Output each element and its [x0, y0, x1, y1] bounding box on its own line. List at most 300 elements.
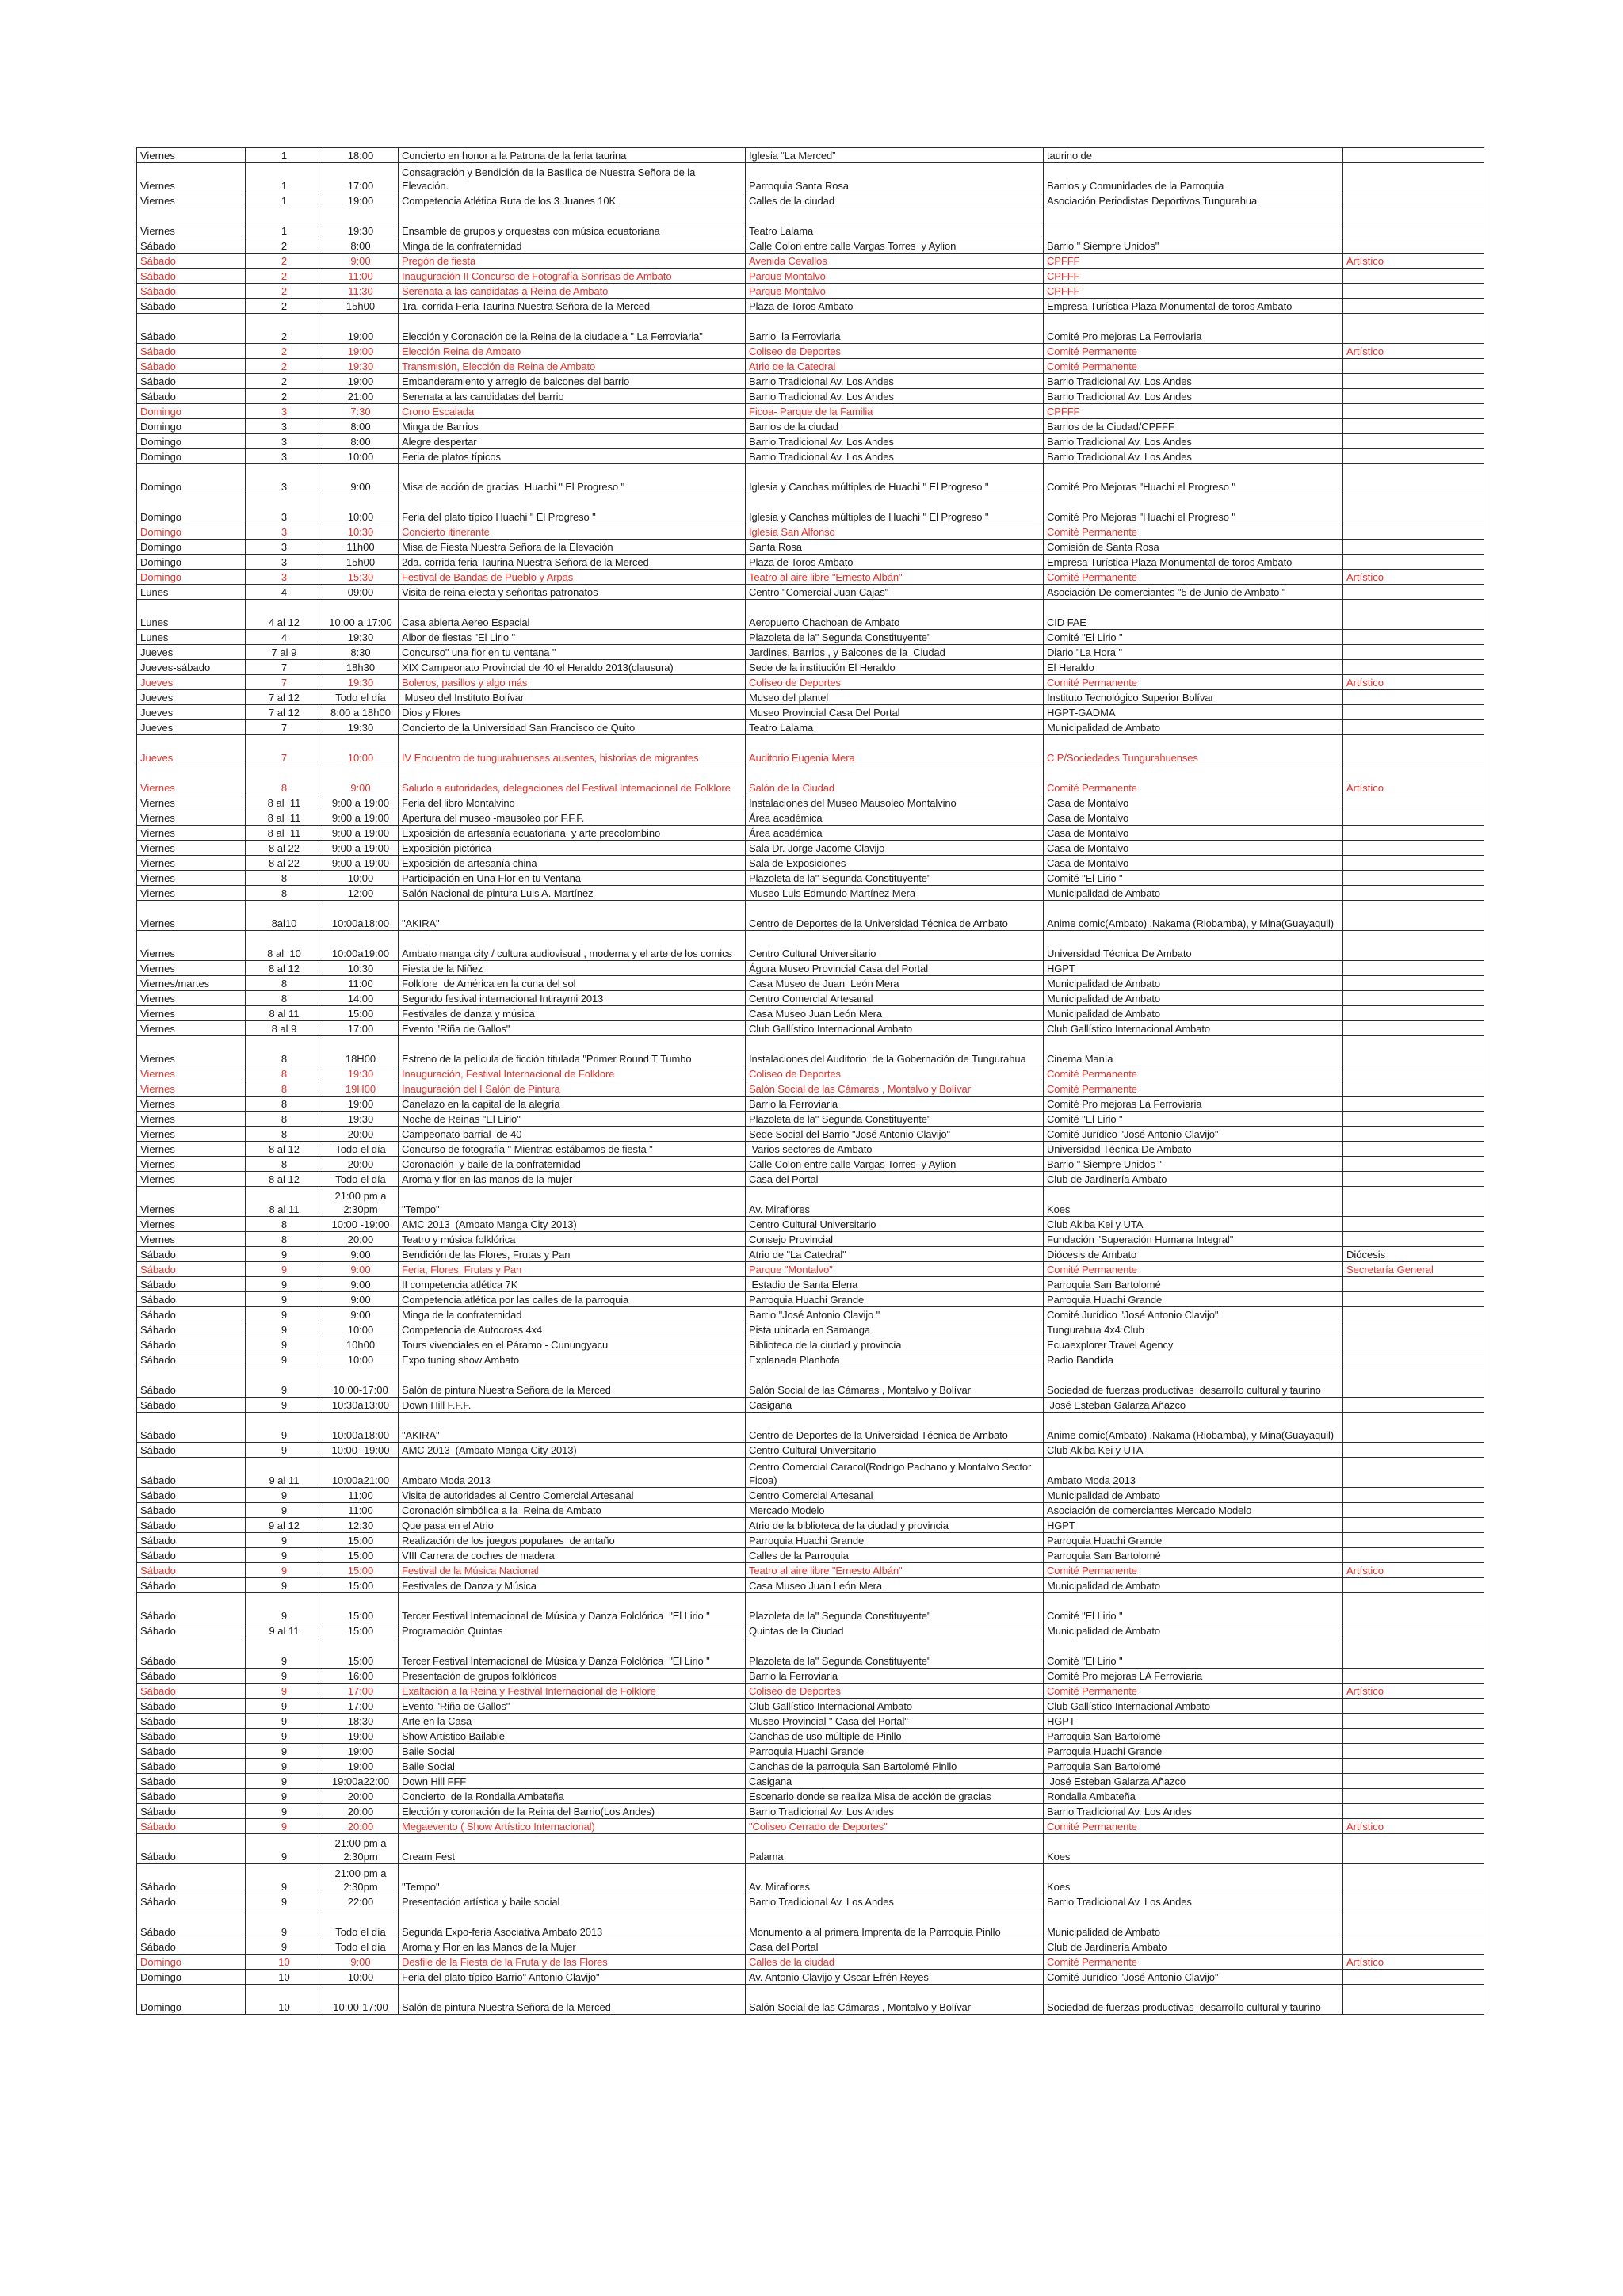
time-cell: 19:00	[323, 344, 399, 359]
date-cell: 8	[246, 1232, 323, 1247]
place-cell: Monumento a al primera Imprenta de la Parroquia Pinllo	[746, 1909, 1044, 1939]
place-cell: Pista ubicada en Samanga	[746, 1322, 1044, 1337]
table-row	[137, 1593, 1484, 1623]
table-row	[137, 585, 1484, 600]
date-cell: 2	[246, 314, 323, 344]
place-cell: Ficoa- Parque de la Familia	[746, 404, 1044, 419]
organizer-cell: Casa de Montalvo	[1044, 856, 1343, 871]
place-cell: Barrio Tradicional Av. Los Andes	[746, 449, 1044, 464]
place-cell: Calles de la ciudad	[746, 1955, 1044, 1970]
place-cell: Santa Rosa	[746, 540, 1044, 555]
day-cell: Jueves	[137, 675, 246, 690]
time-cell: 18h30	[323, 660, 399, 675]
date-cell: 8 al 10	[246, 931, 323, 961]
place-cell: Barrios de la ciudad	[746, 419, 1044, 434]
table-row	[137, 1036, 1484, 1066]
time-cell: 10:00a18:00	[323, 901, 399, 931]
date-cell: 3	[246, 464, 323, 494]
date-cell: 9	[246, 1593, 323, 1623]
event-cell: Presentación de grupos folklóricos	[399, 1669, 746, 1684]
category-cell	[1343, 193, 1484, 208]
day-cell: Viernes	[137, 856, 246, 871]
category-cell	[1343, 1097, 1484, 1112]
organizer-cell: Comité "El Lirio "	[1044, 1593, 1343, 1623]
category-cell	[1343, 901, 1484, 931]
table-row	[137, 1699, 1484, 1714]
category-cell	[1343, 1503, 1484, 1518]
event-cell: Saludo a autoridades, delegaciones del Festival Internacional de Folklore	[399, 765, 746, 795]
place-cell: Escenario donde se realiza Misa de acción de gracias	[746, 1789, 1044, 1804]
date-cell: 9	[246, 1864, 323, 1894]
table-row	[137, 690, 1484, 705]
date-cell: 8	[246, 976, 323, 991]
day-cell: Sábado	[137, 1277, 246, 1292]
category-cell	[1343, 1834, 1484, 1864]
organizer-cell: Municipalidad de Ambato	[1044, 1623, 1343, 1638]
date-cell: 3	[246, 419, 323, 434]
time-cell: 19:30	[323, 359, 399, 374]
day-cell: Sábado	[137, 1729, 246, 1744]
table-row	[137, 1413, 1484, 1443]
category-cell	[1343, 1142, 1484, 1157]
category-cell: Artístico	[1343, 1563, 1484, 1578]
time-cell: 16:00	[323, 1669, 399, 1684]
event-cell: Expo tuning show Ambato	[399, 1352, 746, 1367]
day-cell: Sábado	[137, 1638, 246, 1669]
category-cell	[1343, 238, 1484, 254]
category-cell	[1343, 886, 1484, 901]
place-cell: Calle Colon entre calle Vargas Torres y Aylion	[746, 238, 1044, 254]
table-row	[137, 1006, 1484, 1021]
organizer-cell: Municipalidad de Ambato	[1044, 720, 1343, 735]
place-cell: Parque "Montalvo"	[746, 1262, 1044, 1277]
table-row	[137, 1097, 1484, 1112]
table-row	[137, 464, 1484, 494]
category-cell	[1343, 1217, 1484, 1232]
table-row	[137, 1503, 1484, 1518]
day-cell: Domingo	[137, 555, 246, 570]
event-cell: Albor de fiestas "El Lirio "	[399, 630, 746, 645]
event-cell: Down Hill FFF	[399, 1774, 746, 1789]
event-cell: Tercer Festival Internacional de Música y Danza Folclórica "El Lirio "	[399, 1593, 746, 1623]
table-row	[137, 223, 1484, 238]
time-cell: 19:30	[323, 1112, 399, 1127]
time-cell: 19:00	[323, 374, 399, 389]
table-row	[137, 1307, 1484, 1322]
day-cell: Sábado	[137, 1503, 246, 1518]
organizer-cell: Parroquia Huachi Grande	[1044, 1744, 1343, 1759]
day-cell: Viernes	[137, 1187, 246, 1217]
date-cell: 8 al 22	[246, 841, 323, 856]
category-cell	[1343, 1036, 1484, 1066]
date-cell: 3	[246, 570, 323, 585]
event-cell: Exposición pictórica	[399, 841, 746, 856]
time-cell: 17:00	[323, 1021, 399, 1036]
organizer-cell: Comité Permanente	[1044, 765, 1343, 795]
table-row	[137, 600, 1484, 630]
time-cell: 10:00a19:00	[323, 931, 399, 961]
day-cell: Viernes	[137, 826, 246, 841]
event-cell: Evento "Riña de Gallos"	[399, 1699, 746, 1714]
place-cell: Plazoleta de la" Segunda Constituyente"	[746, 871, 1044, 886]
table-row	[137, 1789, 1484, 1804]
event-cell: Tercer Festival Internacional de Música y Danza Folclórica "El Lirio "	[399, 1638, 746, 1669]
date-cell: 8 al 12	[246, 961, 323, 976]
time-cell: 9:00	[323, 1247, 399, 1262]
table-row	[137, 1066, 1484, 1081]
date-cell: 9	[246, 1367, 323, 1398]
organizer-cell	[1044, 223, 1343, 238]
place-cell: Calle Colon entre calle Vargas Torres y Aylion	[746, 1157, 1044, 1172]
place-cell: Palama	[746, 1834, 1044, 1864]
table-row-empty	[137, 208, 1484, 223]
place-cell: Salón Social de las Cámaras , Montalvo y Bolívar	[746, 1081, 1044, 1097]
organizer-cell: Club de Jardinería Ambato	[1044, 1939, 1343, 1955]
category-cell	[1343, 1292, 1484, 1307]
date-cell: 9	[246, 1503, 323, 1518]
date-cell: 3	[246, 449, 323, 464]
time-cell: 10:30	[323, 961, 399, 976]
table-row	[137, 1669, 1484, 1684]
day-cell: Sábado	[137, 1247, 246, 1262]
organizer-cell: Comité Jurídico "José Antonio Clavijo"	[1044, 1307, 1343, 1322]
category-cell	[1343, 1985, 1484, 2015]
day-cell: Sábado	[137, 1337, 246, 1352]
day-cell: Sábado	[137, 1894, 246, 1909]
event-cell: Inauguración II Concurso de Fotografía Sonrisas de Ambato	[399, 269, 746, 284]
date-cell: 2	[246, 359, 323, 374]
table-row	[137, 1337, 1484, 1352]
event-cell: Festivales de danza y música	[399, 1006, 746, 1021]
organizer-cell: Fundación "Superación Humana Integral"	[1044, 1232, 1343, 1247]
table-row	[137, 1744, 1484, 1759]
date-cell: 9	[246, 1789, 323, 1804]
time-cell: 15:00	[323, 1563, 399, 1578]
organizer-cell: Tungurahua 4x4 Club	[1044, 1322, 1343, 1337]
category-cell	[1343, 795, 1484, 810]
time-cell: 11:30	[323, 284, 399, 299]
time-cell: 8:30	[323, 645, 399, 660]
day-cell: Viernes	[137, 163, 246, 193]
table-row	[137, 1894, 1484, 1909]
date-cell: 2	[246, 284, 323, 299]
place-cell: Plazoleta de la" Segunda Constituyente"	[746, 630, 1044, 645]
event-cell: Folklore de América en la cuna del sol	[399, 976, 746, 991]
day-cell: Viernes	[137, 1006, 246, 1021]
date-cell: 9	[246, 1669, 323, 1684]
day-cell: Sábado	[137, 1939, 246, 1955]
category-cell	[1343, 314, 1484, 344]
table-row	[137, 1563, 1484, 1578]
event-cell: Desfile de la Fiesta de la Fruta y de las Flores	[399, 1955, 746, 1970]
category-cell	[1343, 1081, 1484, 1097]
day-cell: Domingo	[137, 464, 246, 494]
category-cell: Artístico	[1343, 765, 1484, 795]
day-cell: Sábado	[137, 1774, 246, 1789]
event-cell: Feria, Flores, Frutas y Pan	[399, 1262, 746, 1277]
category-cell	[1343, 1533, 1484, 1548]
organizer-cell: Comité "El Lirio "	[1044, 1638, 1343, 1669]
category-cell	[1343, 284, 1484, 299]
event-cell: Museo del Instituto Bolívar	[399, 690, 746, 705]
place-cell: Av. Miraflores	[746, 1864, 1044, 1894]
place-cell: Atrio de la biblioteca de la ciudad y provincia	[746, 1518, 1044, 1533]
event-cell: Estreno de la película de ficción titulada "Primer Round T Tumbo	[399, 1036, 746, 1066]
category-cell	[1343, 1127, 1484, 1142]
event-cell: Concurso" una flor en tu ventana "	[399, 645, 746, 660]
table-row	[137, 901, 1484, 931]
time-cell: 9:00	[323, 765, 399, 795]
event-cell: Campeonato barrial de 40	[399, 1127, 746, 1142]
category-cell	[1343, 1112, 1484, 1127]
time-cell: 12:00	[323, 886, 399, 901]
organizer-cell: Diócesis de Ambato	[1044, 1247, 1343, 1262]
time-cell: 15:00	[323, 1578, 399, 1593]
events-table	[136, 147, 1484, 2015]
organizer-cell: Parroquia Huachi Grande	[1044, 1533, 1343, 1548]
event-cell: Segunda Expo-feria Asociativa Ambato 2013	[399, 1909, 746, 1939]
day-cell: Viernes	[137, 1172, 246, 1187]
event-cell: Evento "Riña de Gallos"	[399, 1021, 746, 1036]
category-cell	[1343, 1729, 1484, 1744]
organizer-cell: Municipalidad de Ambato	[1044, 1488, 1343, 1503]
organizer-cell: Casa de Montalvo	[1044, 826, 1343, 841]
date-cell: 8	[246, 1157, 323, 1172]
table-row	[137, 1292, 1484, 1307]
organizer-cell: Barrio " Siempre Unidos "	[1044, 1157, 1343, 1172]
organizer-cell: Comité Pro Mejoras "Huachi el Progreso "	[1044, 494, 1343, 524]
day-cell: Sábado	[137, 1367, 246, 1398]
category-cell	[1343, 705, 1484, 720]
table-row	[137, 1081, 1484, 1097]
table-row	[137, 795, 1484, 810]
category-cell	[1343, 389, 1484, 404]
organizer-cell: Barrio " Siempre Unidos"	[1044, 238, 1343, 254]
table-row	[137, 1367, 1484, 1398]
time-cell: 19:30	[323, 675, 399, 690]
table-row	[137, 1127, 1484, 1142]
category-cell	[1343, 269, 1484, 284]
table-row	[137, 1112, 1484, 1127]
organizer-cell: C P/Sociedades Tungurahuenses	[1044, 735, 1343, 765]
day-cell: Sábado	[137, 1834, 246, 1864]
place-cell: Parroquia Huachi Grande	[746, 1292, 1044, 1307]
place-cell: Varios sectores de Ambato	[746, 1142, 1044, 1157]
time-cell: 09:00	[323, 585, 399, 600]
time-cell: 11:00	[323, 1503, 399, 1518]
event-cell: Competencia Atlética Ruta de los 3 Juanes 10K	[399, 193, 746, 208]
day-cell: Viernes	[137, 1217, 246, 1232]
organizer-cell: Comité Pro Mejoras "Huachi el Progreso "	[1044, 464, 1343, 494]
date-cell: 8	[246, 871, 323, 886]
organizer-cell: HGPT	[1044, 1714, 1343, 1729]
category-cell	[1343, 1789, 1484, 1804]
time-cell: 10:00a18:00	[323, 1413, 399, 1443]
place-cell: Sala de Exposiciones	[746, 856, 1044, 871]
table-row	[137, 826, 1484, 841]
place-cell: Plazoleta de la" Segunda Constituyente"	[746, 1638, 1044, 1669]
place-cell: Barrio la Ferroviaria	[746, 1669, 1044, 1684]
event-cell: Transmisión, Elección de Reina de Ambato	[399, 359, 746, 374]
place-cell	[746, 208, 1044, 223]
category-cell	[1343, 976, 1484, 991]
time-cell: 20:00	[323, 1232, 399, 1247]
organizer-cell: CPFFF	[1044, 284, 1343, 299]
table-row	[137, 1533, 1484, 1548]
day-cell: Viernes	[137, 1112, 246, 1127]
day-cell: Viernes	[137, 795, 246, 810]
organizer-cell: Comité Permanente	[1044, 344, 1343, 359]
table-row	[137, 555, 1484, 570]
event-cell: II competencia atlética 7K	[399, 1277, 746, 1292]
table-row	[137, 570, 1484, 585]
place-cell: Plazoleta de la" Segunda Constituyente"	[746, 1593, 1044, 1623]
event-cell: XIX Campeonato Provincial de 40 el Heraldo 2013(clausura)	[399, 660, 746, 675]
place-cell: Canchas de uso múltiple de Pinllo	[746, 1729, 1044, 1744]
day-cell: Domingo	[137, 1985, 246, 2015]
day-cell: Sábado	[137, 1714, 246, 1729]
table-row	[137, 1322, 1484, 1337]
table-row	[137, 1217, 1484, 1232]
day-cell: Sábado	[137, 314, 246, 344]
day-cell: Sábado	[137, 1443, 246, 1458]
place-cell: Casa Museo Juan León Mera	[746, 1578, 1044, 1593]
time-cell: 8:00 a 18h00	[323, 705, 399, 720]
table-row	[137, 1955, 1484, 1970]
event-cell: Salón de pintura Nuestra Señora de la Merced	[399, 1367, 746, 1398]
time-cell: Todo el día	[323, 1142, 399, 1157]
place-cell: Coliseo de Deportes	[746, 1684, 1044, 1699]
event-cell: Crono Escalada	[399, 404, 746, 419]
time-cell: 15:00	[323, 1623, 399, 1638]
category-cell: Artístico	[1343, 1955, 1484, 1970]
day-cell: Lunes	[137, 585, 246, 600]
time-cell: 10h00	[323, 1337, 399, 1352]
time-cell: 8:00	[323, 434, 399, 449]
place-cell: Iglesia y Canchas múltiples de Huachi " El Progreso "	[746, 464, 1044, 494]
day-cell: Domingo	[137, 419, 246, 434]
table-row	[137, 1443, 1484, 1458]
organizer-cell: Comité Permanente	[1044, 675, 1343, 690]
date-cell: 9	[246, 1398, 323, 1413]
time-cell: 9:00	[323, 1307, 399, 1322]
day-cell: Domingo	[137, 1970, 246, 1985]
time-cell: 9:00	[323, 1955, 399, 1970]
event-cell: Competencia de Autocross 4x4	[399, 1322, 746, 1337]
event-cell: Aroma y flor en las manos de la mujer	[399, 1172, 746, 1187]
organizer-cell: Anime comic(Ambato) ,Nakama (Riobamba), y Mina(Guayaquil)	[1044, 1413, 1343, 1443]
table-row	[137, 359, 1484, 374]
table-row	[137, 720, 1484, 735]
place-cell: Parroquia Santa Rosa	[746, 163, 1044, 193]
table-row	[137, 1714, 1484, 1729]
date-cell: 3	[246, 434, 323, 449]
organizer-cell: Barrio Tradicional Av. Los Andes	[1044, 389, 1343, 404]
time-cell: 9:00 a 19:00	[323, 826, 399, 841]
date-cell: 8	[246, 1217, 323, 1232]
place-cell: "Coliseo Cerrado de Deportes"	[746, 1819, 1044, 1834]
place-cell: Mercado Modelo	[746, 1503, 1044, 1518]
organizer-cell: CPFFF	[1044, 404, 1343, 419]
day-cell: Sábado	[137, 1578, 246, 1593]
day-cell: Sábado	[137, 254, 246, 269]
time-cell: Todo el día	[323, 690, 399, 705]
table-row	[137, 314, 1484, 344]
time-cell: 19:30	[323, 1066, 399, 1081]
date-cell: 10	[246, 1955, 323, 1970]
organizer-cell	[1044, 208, 1343, 223]
time-cell: 21:00 pm a 2:30pm	[323, 1864, 399, 1894]
category-cell	[1343, 1413, 1484, 1443]
organizer-cell: Municipalidad de Ambato	[1044, 1578, 1343, 1593]
category-cell	[1343, 1187, 1484, 1217]
organizer-cell: Ambato Moda 2013	[1044, 1458, 1343, 1488]
date-cell: 4 al 12	[246, 600, 323, 630]
table-row	[137, 841, 1484, 856]
organizer-cell: Comité Pro mejoras La Ferroviaria	[1044, 1097, 1343, 1112]
category-cell	[1343, 524, 1484, 540]
table-row	[137, 886, 1484, 901]
category-cell	[1343, 555, 1484, 570]
time-cell: 19H00	[323, 1081, 399, 1097]
date-cell: 2	[246, 344, 323, 359]
time-cell: 15:00	[323, 1638, 399, 1669]
day-cell: Viernes	[137, 148, 246, 163]
date-cell: 8 al 22	[246, 856, 323, 871]
place-cell: Ágora Museo Provincial Casa del Portal	[746, 961, 1044, 976]
table-row	[137, 871, 1484, 886]
date-cell: 9	[246, 1894, 323, 1909]
place-cell: Casa del Portal	[746, 1172, 1044, 1187]
table-row	[137, 705, 1484, 720]
day-cell: Viernes	[137, 810, 246, 826]
place-cell: Quintas de la Ciudad	[746, 1623, 1044, 1638]
organizer-cell: Comité Permanente	[1044, 524, 1343, 540]
organizer-cell: Barrios de la Ciudad/CPFFF	[1044, 419, 1343, 434]
organizer-cell: Barrio Tradicional Av. Los Andes	[1044, 449, 1343, 464]
category-cell	[1343, 1172, 1484, 1187]
category-cell: Artístico	[1343, 1684, 1484, 1699]
event-cell: AMC 2013 (Ambato Manga City 2013)	[399, 1217, 746, 1232]
table-row	[137, 299, 1484, 314]
event-cell: Pregón de fiesta	[399, 254, 746, 269]
event-cell: Concurso de fotografía " Mientras estábamos de fiesta "	[399, 1142, 746, 1157]
place-cell: Plaza de Toros Ambato	[746, 555, 1044, 570]
date-cell: 8 al 11	[246, 810, 323, 826]
table-row	[137, 163, 1484, 193]
organizer-cell: Comité Pro mejoras La Ferroviaria	[1044, 314, 1343, 344]
time-cell: 18H00	[323, 1036, 399, 1066]
time-cell: 17:00	[323, 1684, 399, 1699]
time-cell: 19:30	[323, 223, 399, 238]
place-cell: Biblioteca de la ciudad y provincia	[746, 1337, 1044, 1352]
organizer-cell: Koes	[1044, 1834, 1343, 1864]
date-cell: 9	[246, 1819, 323, 1834]
organizer-cell: Club Akiba Kei y UTA	[1044, 1217, 1343, 1232]
place-cell: Salón de la Ciudad	[746, 765, 1044, 795]
day-cell: Lunes	[137, 600, 246, 630]
event-cell: 2da. corrida feria Taurina Nuestra Señora de la Merced	[399, 555, 746, 570]
category-cell	[1343, 1894, 1484, 1909]
place-cell: Barrio Tradicional Av. Los Andes	[746, 389, 1044, 404]
organizer-cell: El Heraldo	[1044, 660, 1343, 675]
day-cell: Domingo	[137, 404, 246, 419]
day-cell: Sábado	[137, 1909, 246, 1939]
organizer-cell: Koes	[1044, 1187, 1343, 1217]
place-cell: Jardines, Barrios , y Balcones de la Ciudad	[746, 645, 1044, 660]
event-cell: Concierto de la Rondalla Ambateña	[399, 1789, 746, 1804]
event-cell: "AKIRA"	[399, 1413, 746, 1443]
